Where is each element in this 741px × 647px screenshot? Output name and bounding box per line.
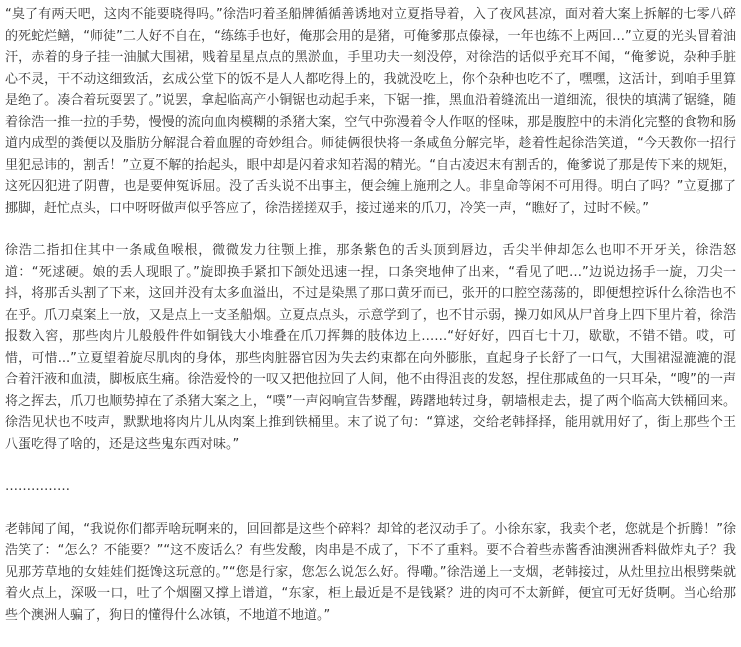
paragraph-3: 老韩闻了闻，“我说你们都弄啥玩啊来的，回回都是这些个碎料？却耸的老汉动手了。小徐东家，我卖个老，您就是个折腾！”徐浩笑了：“怎么？不能要？”“这不废话么？有些发酸，肉串是不成了，下不了重料。要不合着些赤酱香油澳洲香料做炸丸子？我见那芳草地的女娃娃们挺馋这玩意的。”“您是行家，您怎么说怎么好。得嘞。”徐浩递上一支烟，老韩接过，从灶里拉出根劈柴就着火点上，深吸一口，吐了个烟圈又撑上谱道，“东家，柜上最近是不是钱紧？进的肉可不太新鲜，便宜可无好货啊。当心给那些个澳洲人骗了，狗日的懂得什么冰镇，不地道不地道。” xyxy=(5,521,736,623)
paragraph-2: 徐浩二指扣住其中一条咸鱼喉根，微微发力往颚上推，那条紫色的舌头顶到唇边，舌尖半伸却怎么也叩不开牙关，徐浩怒道：“死逑硬。娘的丢人现眼了。”旋即换手紧扣下颌处迅速一捏，口条突地伸了出来，“看见了吧…”边说边扬手一旋，刀尖一抖，将那舌头割了下来，这回并没有太多血溢出，不过是染黑了那口黄牙而已，张开的口腔空荡荡的，即便想控诉什么徐浩也不在乎。爪刀桌案上一放，又是点上一支圣船烟。立夏点点头，示意学到了，也不甘示弱，操刀如风从尸首身上四下里片着，徐浩报数入窖，那些肉片儿般般件件如铜钱大小堆叠在爪刀挥舞的肢体边上……“好好好，四百七十刀，歇歇，不错不错。哎，可惜，可惜...”立夏望着旋尽肌肉的身体，那些肉脏器官因为失去约束都在向外膨胀，直起身子长舒了一口气，大围裙湿漉漉的混合着汗液和血渍，脚板底生痛。徐浩爱怜的一叹又把他拉回了人间，他不由得沮丧的发怒，捏住那咸鱼的一只耳朵，“嗖”的一声将之挥去，爪刀也顺势掉在了杀猪大案之上，“噗”一声闷响宣告梦醒，踌躇地转过身，朝墙根走去，提了两个临高大铁桶回来。徐浩见状也不吱声，默默地将肉片儿从肉案上推到铁桶里。末了说了句：“算逑，交给老韩择择，能用就用好了，街上那些个王八蛋吃得了啥的，还是这些鬼东西对味。” xyxy=(5,243,736,452)
paragraph-gap xyxy=(5,219,736,240)
paragraph-gap xyxy=(5,498,736,519)
scene-break: …………… xyxy=(5,479,70,494)
paragraph-1: “臭了有两天吧，这肉不能要晓得吗。”徐浩叼着圣船牌循循善诱地对立夏指导着，入了夜风甚凉，面对着大案上拆解的七零八碎的死蛇烂鳝，“师徒”二人好不自在，“练练手也好，俺那会用的是猪，可俺爹那点傣禄，一年也练不上两回…”立夏的光头冒着油汗，赤着的身子挂一油腻大围裙，贱着星星点点的黑淤血，手里功夫一刻没停，对徐浩的话似乎充耳不闻，“俺爹说，杂种手脏心不灵，干不动这细致活，玄成公堂下的饭不是人人都吃得上的，我就没吃上，你个杂种也吃不了，嘿嘿，这活计，到咱手里算是绝了。凑合着玩耍罢了。”说罢，拿起临高产小铜锯也动起手来，下锯一推，黑血沿着缝流出一道细流，很快的填满了锯缝，随着徐浩一推一拉的手势，慢慢的流向血肉模糊的杀猪大案，空气中弥漫着令人作呕的怪味，那是腹腔中的未消化完整的食物和肠道内成型的粪便以及脂肪分解混合着血腥的奇妙组合。师徒俩很快将一条咸鱼分解完毕，趁着性起徐浩笑道，“今天教你一招行里犯忌讳的，割舌！”立夏不解的抬起头，眼中却是闪着求知若渴的精光。“自古凌迟末有割舌的，俺爹说了那是传下来的规矩，这死囚犯进了阴曹，也是要伸冤诉屈。没了舌头说不出事主，便会缠上施刑之人。非皇命等闲不可用得。明白了吗？”立夏挪了挪脚，赶忙点头，口中呀呀做声似乎答应了，徐浩搓搓双手，接过递来的爪刀，冷笑一声，“瞧好了，过时不候。” xyxy=(5,7,736,216)
paragraph-gap xyxy=(5,455,736,476)
